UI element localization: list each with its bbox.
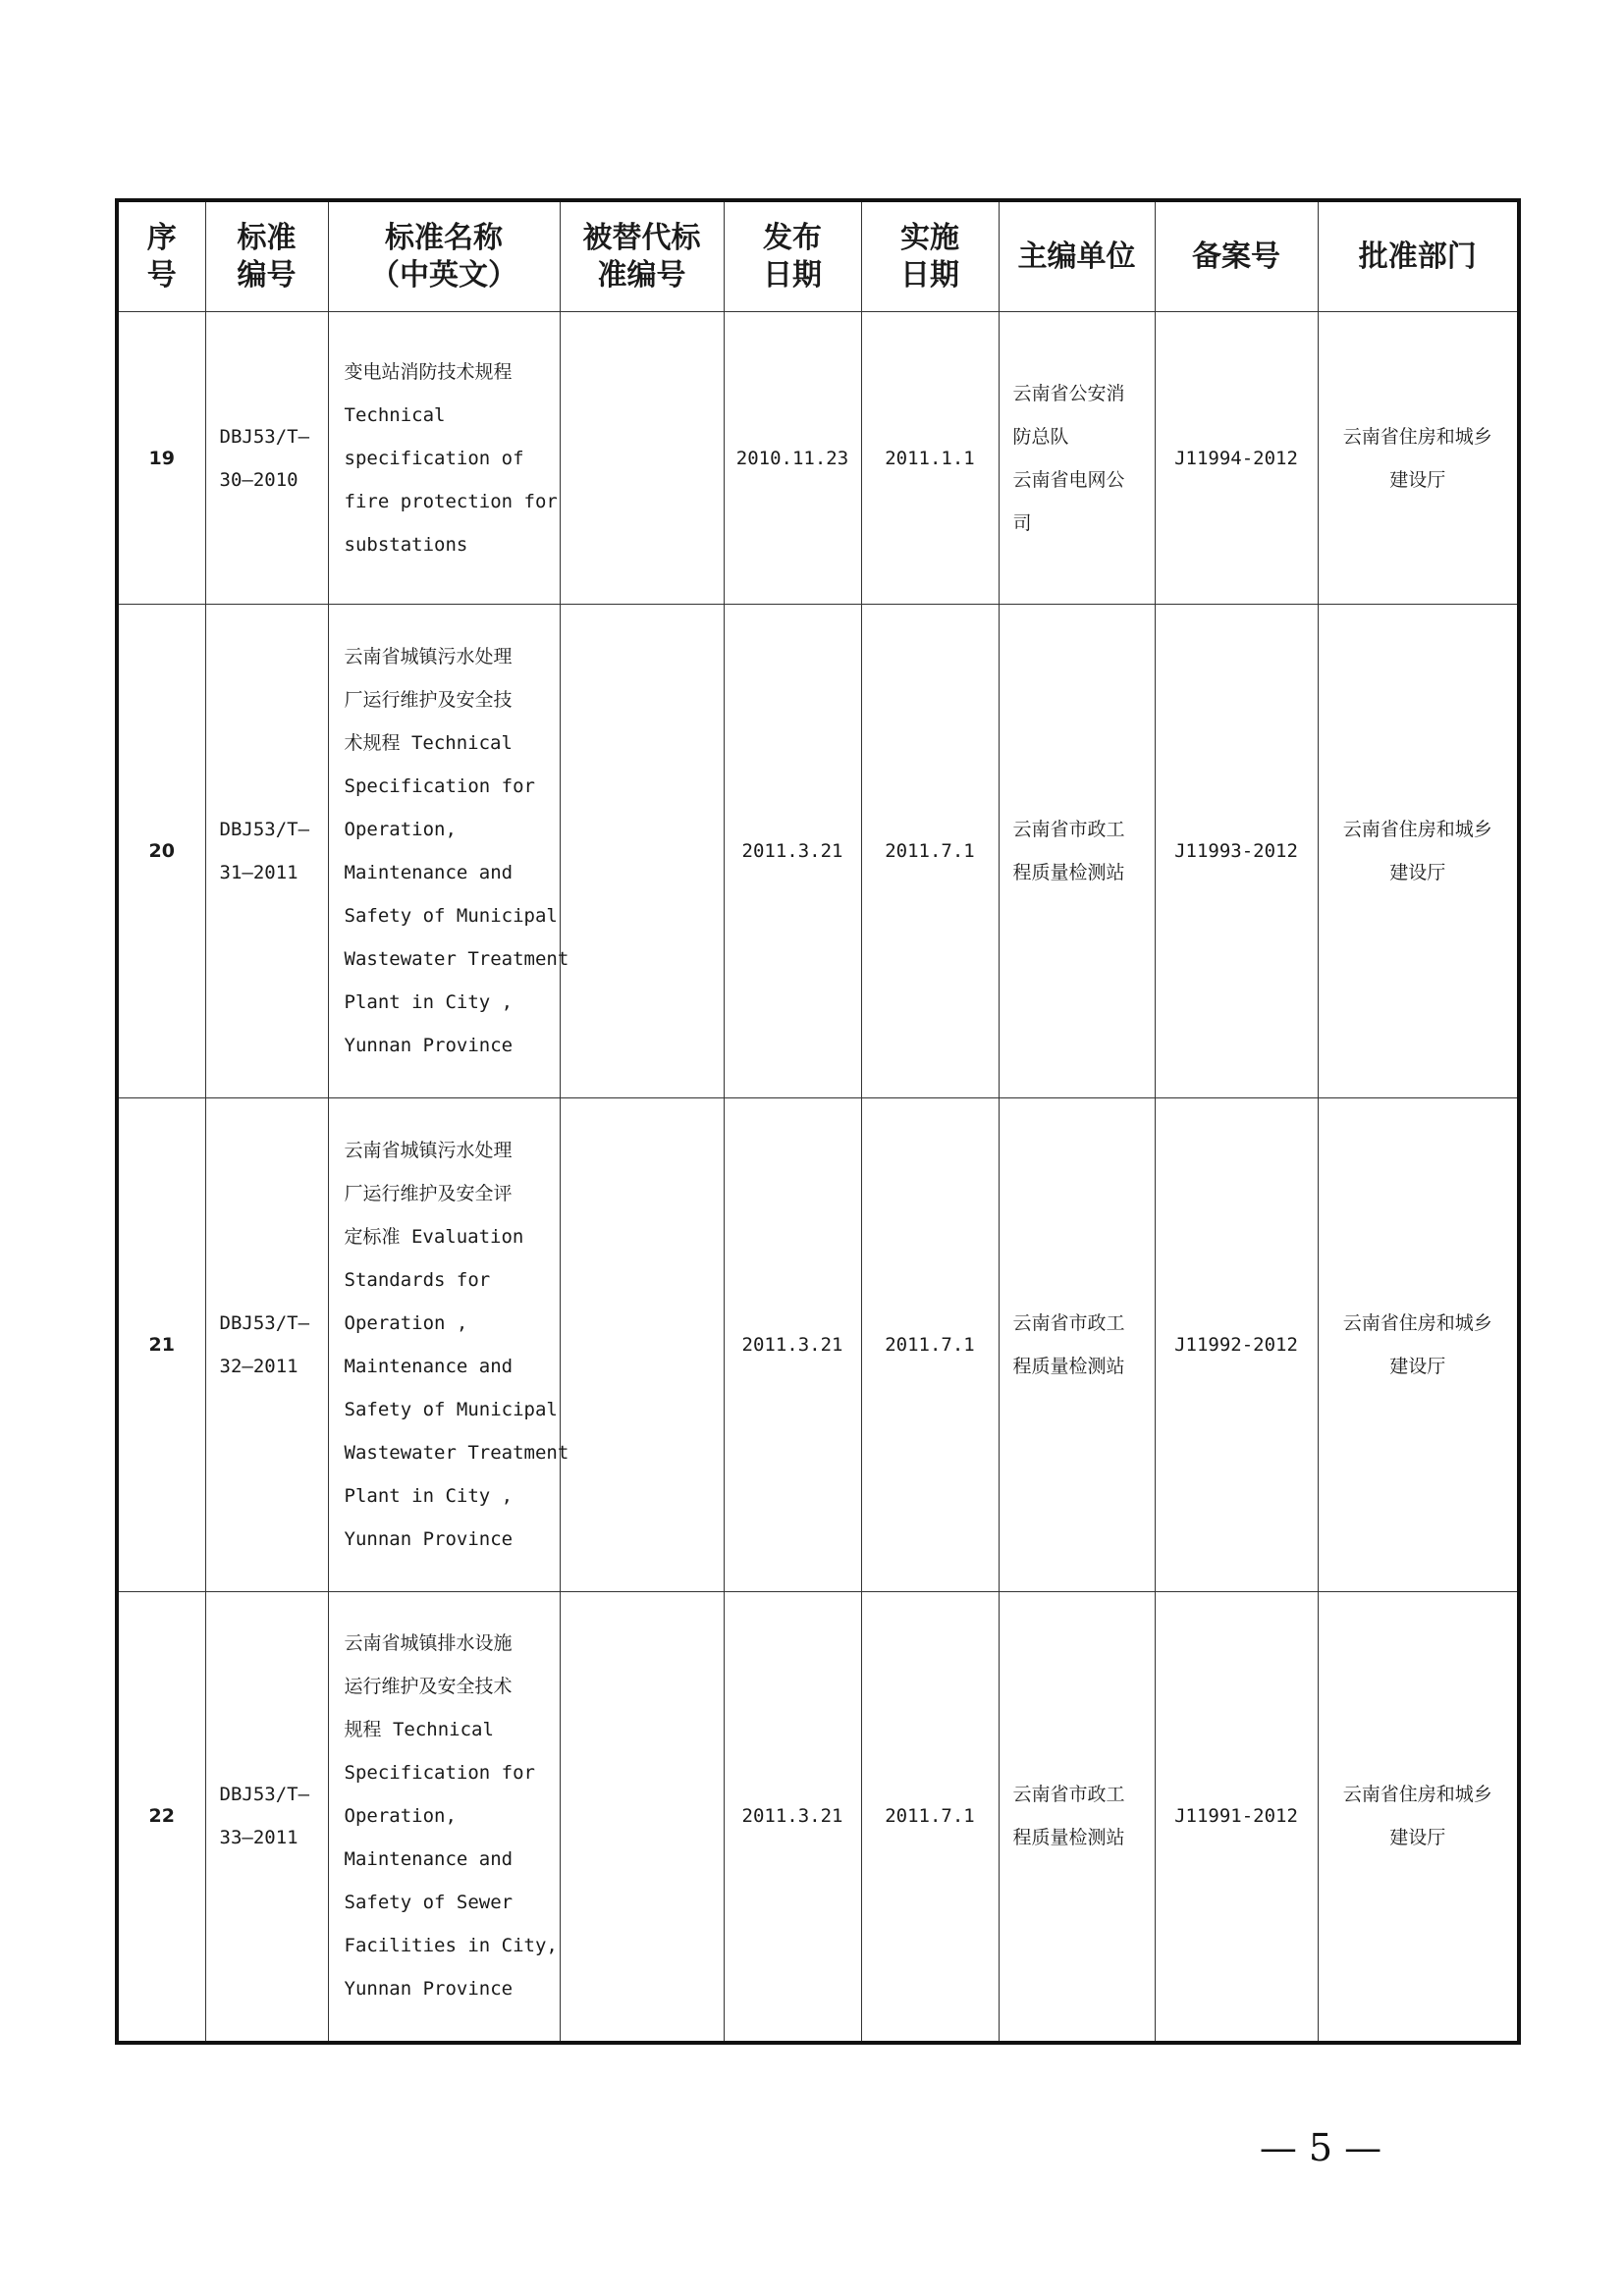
name-line: Specification for (344, 1762, 535, 1785)
cell-code (205, 312, 328, 605)
cell-publish-date: 2011.3.21 (724, 1592, 861, 2043)
dept-line: 云南省住房和城乡 (1342, 1312, 1492, 1334)
header-record: 备案号 (1155, 200, 1318, 312)
code-line: DBJ53/T— (219, 1312, 310, 1334)
code-line: DBJ53/T— (219, 1784, 310, 1806)
cell-name (328, 1098, 569, 1592)
dept-line: 建设厅 (1389, 468, 1446, 491)
cell-dept (1318, 1098, 1519, 1592)
header-editor: 主编单位 (999, 200, 1155, 312)
name-line: Operation, (344, 1805, 457, 1828)
cell-editor (999, 1098, 1155, 1592)
name-line: Safety of Municipal (344, 905, 558, 927)
header-publish-date: 发布 日期 (724, 200, 861, 312)
cell-record: J11994-2012 (1155, 312, 1318, 605)
editor-line: 防总队 (1012, 425, 1069, 448)
cell-seq: 21 (117, 1098, 205, 1592)
editor-line: 云南省市政工 (1012, 1784, 1125, 1806)
code-line: 31—2011 (219, 862, 298, 883)
name-line: Technical (344, 403, 446, 426)
cell-publish-date: 2011.3.21 (724, 605, 861, 1098)
editor-line: 程质量检测站 (1012, 862, 1125, 883)
header-replaced: 被替代标 准编号 (560, 200, 724, 312)
table-body (117, 312, 1519, 2043)
editor-line: 云南省电网公 (1012, 468, 1125, 491)
cell-publish-date: 2010.11.23 (724, 312, 861, 605)
cell-code (205, 1098, 328, 1592)
name-line: 厂运行维护及安全评 (344, 1183, 513, 1204)
editor-line: 云南省市政工 (1012, 1312, 1125, 1334)
name-line: substations (344, 533, 468, 556)
dept-line: 建设厅 (1389, 862, 1446, 883)
cell-replaced (560, 1098, 724, 1592)
cell-replaced (560, 605, 724, 1098)
cell-dept (1318, 1592, 1519, 2043)
cell-seq: 19 (117, 312, 205, 605)
cell-code (205, 1592, 328, 2043)
header-implement-date: 实施 日期 (861, 200, 999, 312)
code-line: DBJ53/T— (219, 425, 310, 448)
name-line: Facilities in City, (344, 1935, 558, 1957)
dept-line: 建设厅 (1389, 1356, 1446, 1377)
name-line: Yunnan Province (344, 1978, 514, 2001)
name-line: specification of (344, 447, 524, 469)
editor-line: 程质量检测站 (1012, 1827, 1125, 1849)
name-line: Yunnan Province (344, 1035, 514, 1056)
code-line: 30—2010 (219, 468, 298, 491)
name-line: Yunnan Province (344, 1528, 514, 1550)
editor-line: 云南省公安消 (1012, 382, 1125, 404)
name-line: fire protection for (344, 490, 558, 512)
cell-dept (1318, 605, 1519, 1098)
editor-line: 云南省市政工 (1012, 819, 1125, 840)
cell-record: J11992-2012 (1155, 1098, 1318, 1592)
code-line: DBJ53/T— (219, 819, 310, 840)
name-line: 厂运行维护及安全技 (344, 689, 513, 711)
table-row (117, 312, 1519, 605)
name-line: 术规程 Technical (344, 732, 513, 754)
table-row (117, 605, 1519, 1098)
cell-dept (1318, 312, 1519, 605)
name-line: 运行维护及安全技术 (344, 1676, 513, 1698)
cell-implement-date: 2011.7.1 (861, 605, 999, 1098)
name-line: Operation, (344, 819, 457, 840)
cell-publish-date: 2011.3.21 (724, 1098, 861, 1592)
name-line: 云南省城镇污水处理 (344, 1140, 513, 1161)
name-line: 变电站消防技术规程 (344, 360, 513, 383)
name-line: Safety of Municipal (344, 1399, 558, 1420)
dept-line: 云南省住房和城乡 (1342, 425, 1492, 448)
standards-table (115, 198, 1521, 2045)
cell-record: J11993-2012 (1155, 605, 1318, 1098)
code-line: 33—2011 (219, 1827, 298, 1849)
cell-code (205, 605, 328, 1098)
cell-record: J11991-2012 (1155, 1592, 1318, 2043)
page-number: — 5 — (1259, 2126, 1382, 2169)
editor-line: 程质量检测站 (1012, 1356, 1125, 1377)
cell-implement-date: 2011.7.1 (861, 1592, 999, 2043)
name-line: Wastewater Treatment (344, 1442, 569, 1464)
cell-implement-date: 2011.7.1 (861, 1098, 999, 1592)
name-line: Standards for (344, 1269, 491, 1291)
cell-editor (999, 1592, 1155, 2043)
cell-implement-date: 2011.1.1 (861, 312, 999, 605)
code-line: 32—2011 (219, 1356, 298, 1377)
name-line: Maintenance and (344, 1848, 514, 1871)
name-line: Safety of Sewer (344, 1892, 514, 1914)
name-line: Specification for (344, 775, 535, 797)
cell-replaced (560, 312, 724, 605)
header-code: 标准 编号 (205, 200, 328, 312)
name-line: 云南省城镇污水处理 (344, 646, 513, 667)
table-row (117, 1592, 1519, 2043)
cell-replaced (560, 1592, 724, 2043)
cell-editor (999, 312, 1155, 605)
name-line: Maintenance and (344, 1356, 514, 1377)
name-line: Operation , (344, 1312, 468, 1334)
name-line: Plant in City , (344, 1485, 514, 1507)
name-line: 规程 Technical (344, 1719, 494, 1741)
cell-editor (999, 605, 1155, 1098)
cell-name (328, 312, 560, 605)
dept-line: 建设厅 (1389, 1827, 1446, 1849)
cell-seq: 20 (117, 605, 205, 1098)
name-line: Maintenance and (344, 862, 514, 883)
cell-name (328, 605, 569, 1098)
name-line: Wastewater Treatment (344, 948, 569, 970)
cell-seq: 22 (117, 1592, 205, 2043)
dept-line: 云南省住房和城乡 (1342, 1784, 1492, 1806)
name-line: 云南省城镇排水设施 (344, 1632, 513, 1655)
dept-line: 云南省住房和城乡 (1342, 819, 1492, 840)
editor-line: 司 (1012, 511, 1032, 534)
name-line: Plant in City , (344, 991, 514, 1013)
header-name: 标准名称 （中英文） (328, 200, 560, 312)
header-dept: 批准部门 (1318, 200, 1519, 312)
table-row (117, 1098, 1519, 1592)
cell-name (328, 1592, 560, 2043)
header-seq: 序 号 (117, 200, 205, 312)
header-row (117, 200, 1519, 312)
name-line: 定标准 Evaluation (344, 1226, 524, 1248)
